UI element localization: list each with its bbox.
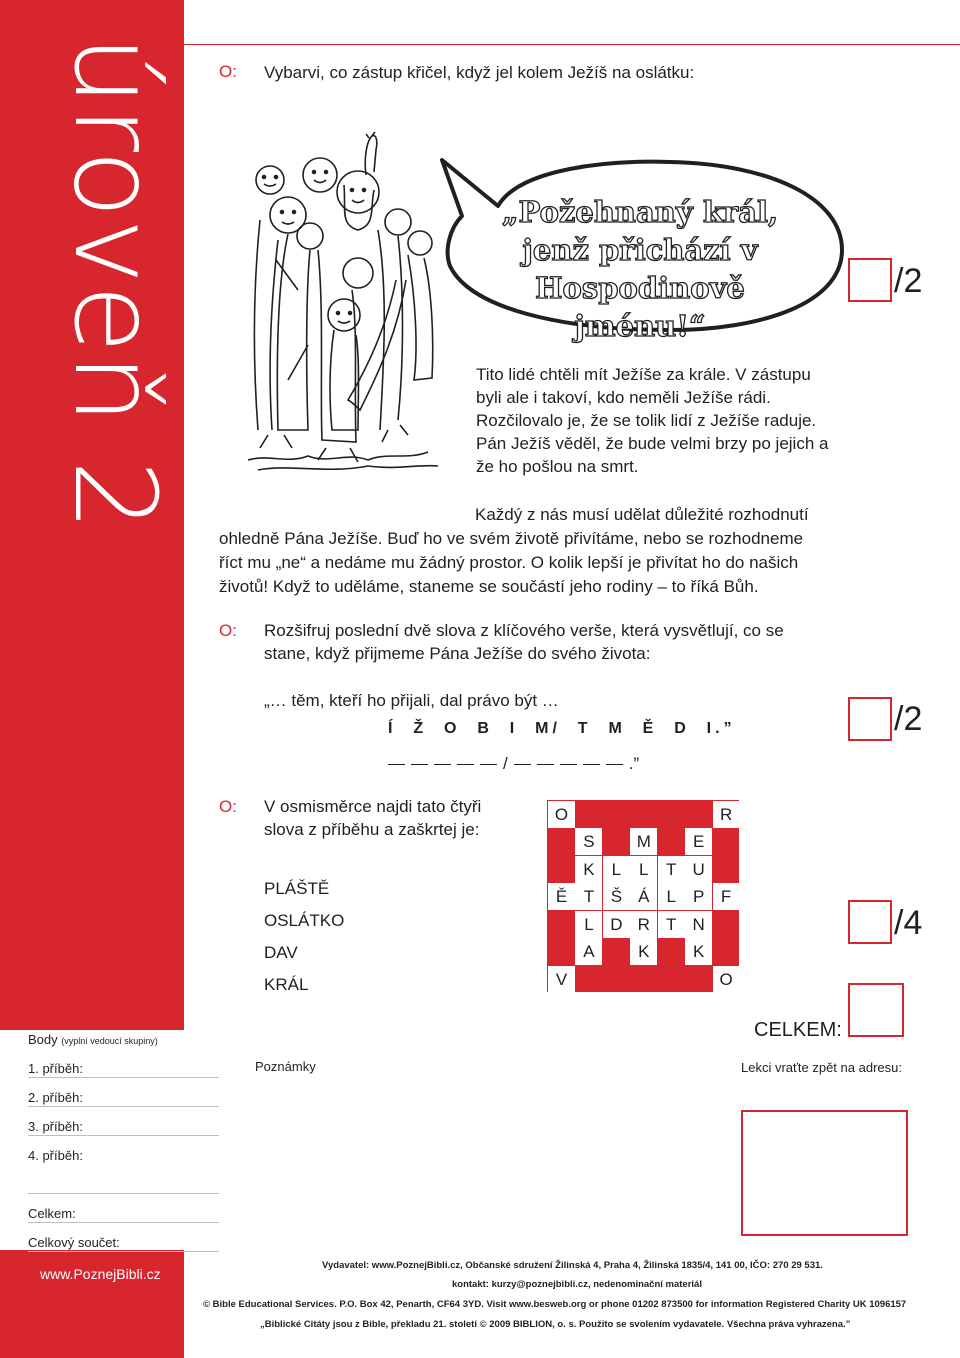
grid-cell[interactable]: O	[548, 801, 575, 828]
task1-score-box[interactable]	[848, 258, 892, 302]
key-verse: „… těm, kteří ho přijali, dal právo být …	[264, 691, 559, 710]
task2-marker: O:	[219, 621, 237, 640]
task3-points: /4	[894, 904, 923, 942]
divider	[28, 1135, 219, 1136]
task3-score-box[interactable]	[848, 900, 892, 944]
grid-cell[interactable]: T	[575, 883, 602, 910]
footer-copyright: © Bible Educational Services. P.O. Box 42, Penarth, CF64 3YD. Visit www.besweb.org or phone 01202 873500 for information Registered Charity UK 1096157	[203, 1299, 907, 1310]
task2-prompt: Rozšifruj poslední dvě slova z klíčového verše, která vysvětlují, co se stane, když přijmeme Pána Ježíše do svého života:	[264, 621, 784, 663]
word-kral[interactable]: KRÁL	[264, 975, 309, 994]
score-row-1: 1. příběh:	[28, 1061, 83, 1076]
task1-marker: O:	[219, 62, 237, 81]
grid-cell[interactable]: L	[603, 856, 630, 883]
task2-score-box[interactable]	[848, 697, 892, 741]
task1-points: /2	[894, 262, 923, 300]
return-address-label: Lekci vraťte zpět na adresu:	[741, 1060, 902, 1075]
crowd-illustration	[248, 130, 448, 478]
grid-cell[interactable]: Á	[630, 883, 657, 910]
grid-cell[interactable]: P	[685, 883, 712, 910]
grid-cell[interactable]: S	[575, 828, 602, 855]
grid-cell[interactable]: O	[713, 966, 740, 993]
grid-cell[interactable]: T	[658, 856, 685, 883]
score-row-2: 2. příběh:	[28, 1090, 83, 1105]
return-address-box[interactable]	[741, 1110, 908, 1236]
divider	[28, 1193, 219, 1194]
grid-cell[interactable]: L	[630, 856, 657, 883]
grid-cell[interactable]: F	[713, 883, 740, 910]
word-search-grid	[547, 800, 739, 992]
divider	[28, 1251, 219, 1252]
footer-citation: „Biblické Citáty jsou z Bible, překladu 21. století © 2009 BIBLION, o. s. Použito se svolením vydavatele. Všechna práva vyhrazena.”	[260, 1319, 851, 1330]
task1-paragraph: Tito lidé chtěli mít Ježíše za krále. V zástupu byli ale i takoví, kdo neměli Ježíše rádi. Rozčilovalo je, že se tolik lidí z Ježíše raduje. Pán Ježíš věděl, že bude velmi brzy po jejich a že ho pošlou na smrt.	[476, 365, 829, 476]
grid-cell[interactable]: M	[630, 828, 657, 855]
task3-marker: O:	[219, 797, 237, 816]
footer-contact: kontakt: kurzy@poznejbibli.cz, nedenominační materiál	[452, 1279, 702, 1290]
grid-cell[interactable]: Š	[603, 883, 630, 910]
grid-cell[interactable]: V	[548, 966, 575, 993]
grid-cell[interactable]: E	[685, 828, 712, 855]
answer-blanks[interactable]: / .”	[388, 752, 639, 775]
speech-text: „Požehnaný král, jenž přichází v Hospodinově jménu!“	[501, 195, 779, 343]
top-rule	[184, 44, 960, 45]
grid-cell[interactable]: U	[685, 856, 712, 883]
word-list	[264, 873, 344, 1001]
task2-points: /2	[894, 700, 923, 738]
grid-cell[interactable]: N	[685, 911, 712, 938]
total-score-box[interactable]	[848, 983, 904, 1037]
notes-label: Poznámky	[255, 1059, 316, 1074]
word-dav[interactable]: DAV	[264, 943, 298, 962]
word-plaste[interactable]: PLÁŠTĚ	[264, 879, 330, 898]
score-row-3: 3. příběh:	[28, 1119, 83, 1134]
footer-publisher: Vydavatel: www.PoznejBibli.cz, Občanské sdružení Žilinská 4, Praha 4, Žilinská 1835/4, 141 00, IČO: 270 29 531.	[322, 1260, 823, 1271]
grid-cell[interactable]: T	[658, 911, 685, 938]
score-total: Celkem:	[28, 1206, 76, 1221]
grid-cell[interactable]: K	[575, 856, 602, 883]
score-grand-total: Celkový součet:	[28, 1235, 120, 1250]
cipher-text: Í Ž O B I M/ T M Ě D I.”	[388, 720, 736, 737]
grid-cell[interactable]: A	[575, 938, 602, 965]
raised-hand-icon	[365, 132, 377, 175]
grid-cell[interactable]: D	[603, 911, 630, 938]
grid-cell[interactable]: K	[685, 938, 712, 965]
score-heading: Body (vyplní vedoucí skupiny)	[28, 1032, 158, 1047]
decision-paragraph: Každý z nás musí udělat důležité rozhodnutí ohledně Pána Ježíše. Buď ho ve svém životě přivítáme, nebo se rozhodneme říct mu „ne“ a nedáme mu žádný prostor. O kolik lepší je přivítat ho do našich životů! Když to uděláme, staneme se součástí jeho rodiny – to říká Bůh.	[219, 505, 809, 596]
level-title: úroveň 2	[49, 35, 179, 532]
divider	[28, 1222, 219, 1223]
grid-cell[interactable]: R	[713, 801, 740, 828]
website-link[interactable]: www.PoznejBibli.cz	[40, 1266, 161, 1282]
grid-cell[interactable]: L	[575, 911, 602, 938]
celkem-label: CELKEM:	[754, 1019, 842, 1041]
grid-cell[interactable]: R	[630, 911, 657, 938]
score-row-4: 4. příběh:	[28, 1148, 83, 1163]
grid-cell[interactable]: K	[630, 938, 657, 965]
task1-prompt: Vybarvi, co zástup křičel, když jel kolem Ježíš na oslátku:	[264, 63, 695, 82]
word-oslatko[interactable]: OSLÁTKO	[264, 911, 345, 930]
grid-cell[interactable]: Ě	[548, 883, 575, 910]
divider	[28, 1106, 219, 1107]
divider	[28, 1077, 219, 1078]
grid-cell[interactable]: L	[658, 883, 685, 910]
task3-prompt: V osmisměrce najdi tato čtyři slova z příběhu a zaškrtej je:	[264, 797, 482, 839]
